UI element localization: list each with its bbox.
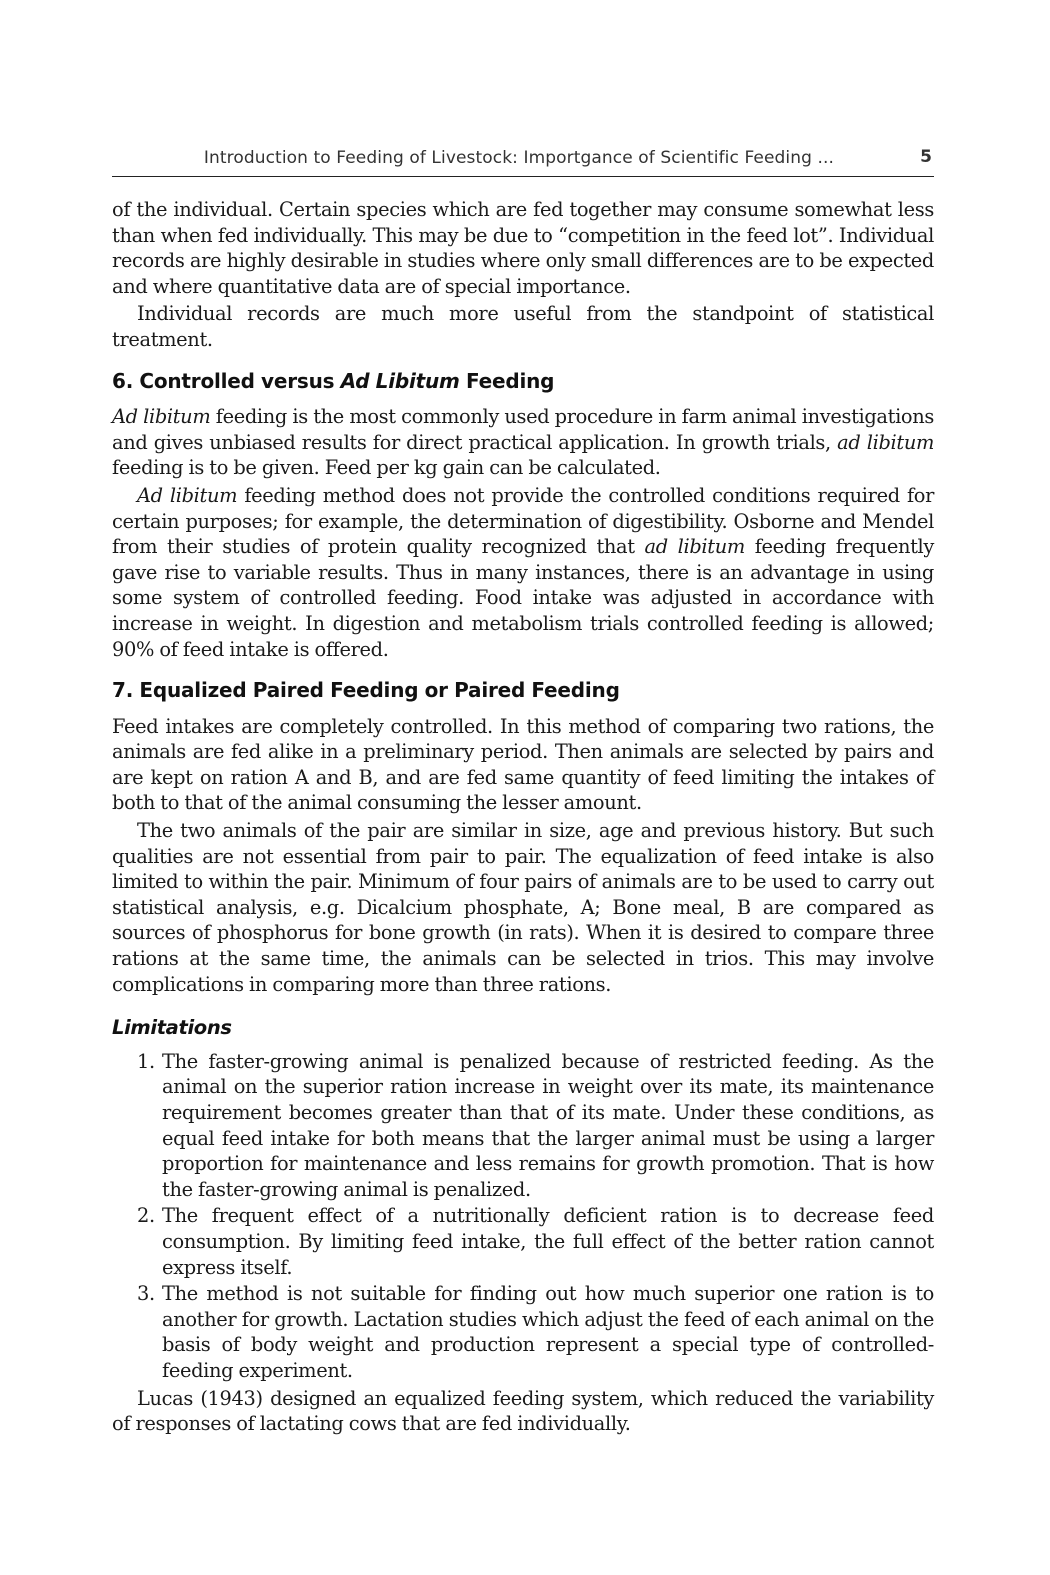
list-item (112, 1281, 934, 1383)
paragraph: Ad libitum feeding is the most commonly used procedure in farm animal investigations and gives unbiased results for direct practical application. In growth trials, ad libitum feeding is to be given. Feed per kg gain can be calculated. (112, 405, 934, 480)
list-number: 1. (137, 1049, 155, 1073)
limitations-list (112, 1049, 934, 1384)
section-heading-7: 7. Equalized Paired Feeding or Paired Feeding (112, 678, 620, 703)
paragraph: Ad libitum feeding method does not provide the controlled conditions required for certain purposes; for example, the determination of digestibility. Osborne and Mendel from their studies of protein quality recognized that ad libitum feeding frequently gave rise to variable results. Thus in many instances, there is an advantage in using some system of controlled feeding. Food intake was adjusted in accordance with increase in weight. In digestion and metabolism trials controlled feeding is allowed; 90% of feed intake is offered. (112, 483, 935, 661)
list-number: 2. (137, 1204, 155, 1228)
list-item-text: The faster-growing animal is penalized because of restricted feeding. As the animal on the superior ration increase in weight over its mate, its maintenance requirement becomes greater than that of its mate. Under these conditions, as equal feed intake for both means that the larger animal must be using a larger proportion for maintenance and less remains for growth promotion. That is how the faster-growing animal is penalized. (162, 1049, 934, 1201)
paragraph: The two animals of the pair are similar in size, age and previous history. But such qualities are not essential from pair to pair. The equalization of feed intake is also limited to within the pair. Minimum of four pairs of animals are to be used to carry out statistical analysis, e.g. Dicalcium phosphate, A; Bone meal, B are compared as sources of phosphorus for bone growth (in rats). When it is desired to compare three rations at the same time, the animals can be selected in trios. This may involve complications in comparing more than three rations. (112, 819, 934, 996)
paragraph: Feed intakes are completely controlled. In this method of comparing two rations, the animals are fed alike in a preliminary period. Then animals are selected by pairs and are kept on ration A and B, and are fed same quantity of feed limiting the intakes of both to that of the animal consuming the lesser amount. (112, 714, 934, 815)
section-heading-6: 6. Controlled versus Ad Libitum Feeding (112, 368, 555, 393)
list-item-text: The frequent effect of a nutritionally deficient ration is to decrease feed consumption. By limiting feed intake, the full effect of the better ration cannot express itself. (162, 1204, 934, 1279)
paragraph: Lucas (1943) designed an equalized feeding system, which reduced the variability of responses of lactating cows that are fed individually. (112, 1386, 934, 1436)
list-item-text: The method is not suitable for finding out how much superior one ration is to another for growth. Lactation studies which adjust the feed of each animal on the basis of body weight and production represent a special type of controlled-feeding experiment. (162, 1282, 934, 1382)
page-number: 5 (920, 147, 932, 167)
running-header (112, 138, 934, 177)
paragraph: Individual records are much more useful from the standpoint of statistical treatment. (112, 302, 934, 351)
list-item (112, 1049, 934, 1203)
running-title: Introduction to Feeding of Livestock: Importgance of Scientific Feeding ... (203, 148, 834, 168)
continued-paragraph: of the individual. Certain species which are fed together may consume somewhat less than when fed individually. This may be due to “competition in the feed lot”. Individual records are highly desirable in studies where only small differences are to be expected and where quantitative data are of special importance. (112, 198, 934, 298)
page-body (112, 197, 934, 1437)
subsection-heading-limitations: Limitations (112, 1016, 232, 1040)
book-page (112, 138, 934, 1437)
list-number: 3. (137, 1282, 155, 1306)
list-item (112, 1203, 934, 1280)
